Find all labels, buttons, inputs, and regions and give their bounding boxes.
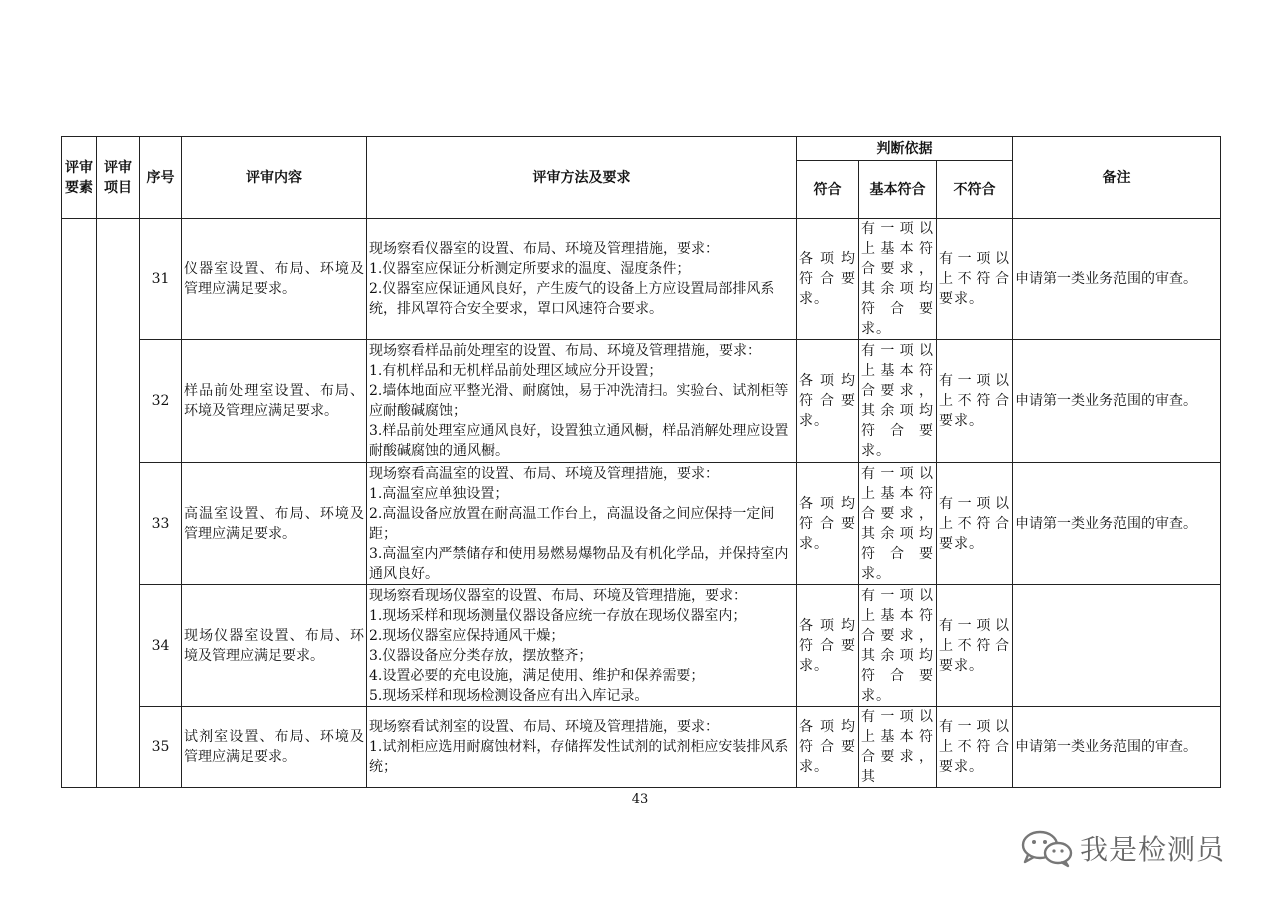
basis-nonconform: 有一项以上不符合要求。 bbox=[937, 463, 1013, 585]
review-method: 现场察看样品前处理室的设置、布局、环境及管理措施，要求： 1.有机样品和无机样品前处理区域应分开设置； 2.墙体地面应平整光滑、耐腐蚀，易于冲洗清扫。实验台、试剂柜等应耐酸碱腐蚀； 3.样品前处理室应通风良好，设置独立通风橱，样品消解处理应设置耐酸碱腐蚀的通风橱。 bbox=[367, 340, 797, 463]
row-number: 32 bbox=[140, 340, 182, 463]
element-cell bbox=[62, 219, 97, 788]
header-element: 评审要素 bbox=[62, 137, 97, 219]
basis-conform: 各项均符合要求。 bbox=[797, 219, 859, 340]
header-seq: 序号 bbox=[140, 137, 182, 219]
basis-basic-conform: 有一项以上基本符合要求，其余项均符合要求。 bbox=[859, 463, 937, 585]
header-basic-conform: 基本符合 bbox=[859, 161, 937, 219]
review-method: 现场察看仪器室的设置、布局、环境及管理措施，要求： 1.仪器室应保证分析测定所要求的温度、湿度条件； 2.仪器室应保证通风良好，产生废气的设备上方应设置局部排风系统，排风罩符合安全要求，罩口风速符合要求。 bbox=[367, 219, 797, 340]
basis-conform: 各项均符合要求。 bbox=[797, 340, 859, 463]
basis-nonconform: 有一项以上不符合要求。 bbox=[937, 707, 1013, 788]
basis-conform: 各项均符合要求。 bbox=[797, 707, 859, 788]
page-number: 43 bbox=[631, 792, 649, 807]
header-conform: 符合 bbox=[797, 161, 859, 219]
watermark bbox=[1018, 826, 1225, 870]
header-note: 备注 bbox=[1013, 137, 1221, 219]
review-content: 高温室设置、布局、环境及管理应满足要求。 bbox=[182, 463, 367, 585]
review-content: 仪器室设置、布局、环境及管理应满足要求。 bbox=[182, 219, 367, 340]
table-row bbox=[62, 707, 1221, 788]
row-number: 35 bbox=[140, 707, 182, 788]
basis-nonconform: 有一项以上不符合要求。 bbox=[937, 585, 1013, 707]
review-method: 现场察看试剂室的设置、布局、环境及管理措施，要求： 1.试剂柜应选用耐腐蚀材料，存储挥发性试剂的试剂柜应安装排风系统； bbox=[367, 707, 797, 788]
basis-nonconform: 有一项以上不符合要求。 bbox=[937, 219, 1013, 340]
basis-basic-conform: 有一项以上基本符合要求，其余项均符合要求。 bbox=[859, 585, 937, 707]
header-content: 评审内容 bbox=[182, 137, 367, 219]
wechat-icon bbox=[1018, 828, 1076, 868]
review-table bbox=[61, 136, 1221, 788]
table-row bbox=[62, 463, 1221, 585]
table-row bbox=[62, 585, 1221, 707]
note bbox=[1013, 585, 1221, 707]
item-cell bbox=[97, 219, 140, 788]
review-method: 现场察看现场仪器室的设置、布局、环境及管理措施，要求： 1.现场采样和现场测量仪器设备应统一存放在现场仪器室内； 2.现场仪器室应保持通风干燥； 3.仪器设备应分类存放，摆放整齐； 4.设置必要的充电设施，满足使用、维护和保养需要； 5.现场采样和现场检测设备应有出入库记录。 bbox=[367, 585, 797, 707]
review-content: 试剂室设置、布局、环境及管理应满足要求。 bbox=[182, 707, 367, 788]
basis-basic-conform: 有一项以上基本符合要求，其余项均符合要求。 bbox=[859, 340, 937, 463]
basis-conform: 各项均符合要求。 bbox=[797, 585, 859, 707]
basis-basic-conform: 有一项以上基本符合要求，其余项均符合要求。 bbox=[859, 219, 937, 340]
row-number: 31 bbox=[140, 219, 182, 340]
review-content: 样品前处理室设置、布局、环境及管理应满足要求。 bbox=[182, 340, 367, 463]
basis-conform: 各项均符合要求。 bbox=[797, 463, 859, 585]
header-nonconform: 不符合 bbox=[937, 161, 1013, 219]
table-row bbox=[62, 219, 1221, 340]
note: 申请第一类业务范围的审查。 bbox=[1013, 219, 1221, 340]
watermark-text: 我是检测员 bbox=[1080, 833, 1226, 866]
basis-nonconform: 有一项以上不符合要求。 bbox=[937, 340, 1013, 463]
review-method: 现场察看高温室的设置、布局、环境及管理措施，要求： 1.高温室应单独设置； 2.高温设备应放置在耐高温工作台上，高温设备之间应保持一定间距； 3.高温室内严禁储存和使用易燃易爆物品及有机化学品，并保持室内通风良好。 bbox=[367, 463, 797, 585]
header-basis: 判断依据 bbox=[797, 137, 1013, 161]
header-item: 评审项目 bbox=[97, 137, 140, 219]
table-row bbox=[62, 340, 1221, 463]
row-number: 34 bbox=[140, 585, 182, 707]
note: 申请第一类业务范围的审查。 bbox=[1013, 707, 1221, 788]
header-method: 评审方法及要求 bbox=[367, 137, 797, 219]
row-number: 33 bbox=[140, 463, 182, 585]
note: 申请第一类业务范围的审查。 bbox=[1013, 463, 1221, 585]
note: 申请第一类业务范围的审查。 bbox=[1013, 340, 1221, 463]
basis-basic-conform: 有一项以上基本符合要求，其 bbox=[859, 707, 937, 788]
review-content: 现场仪器室设置、布局、环境及管理应满足要求。 bbox=[182, 585, 367, 707]
